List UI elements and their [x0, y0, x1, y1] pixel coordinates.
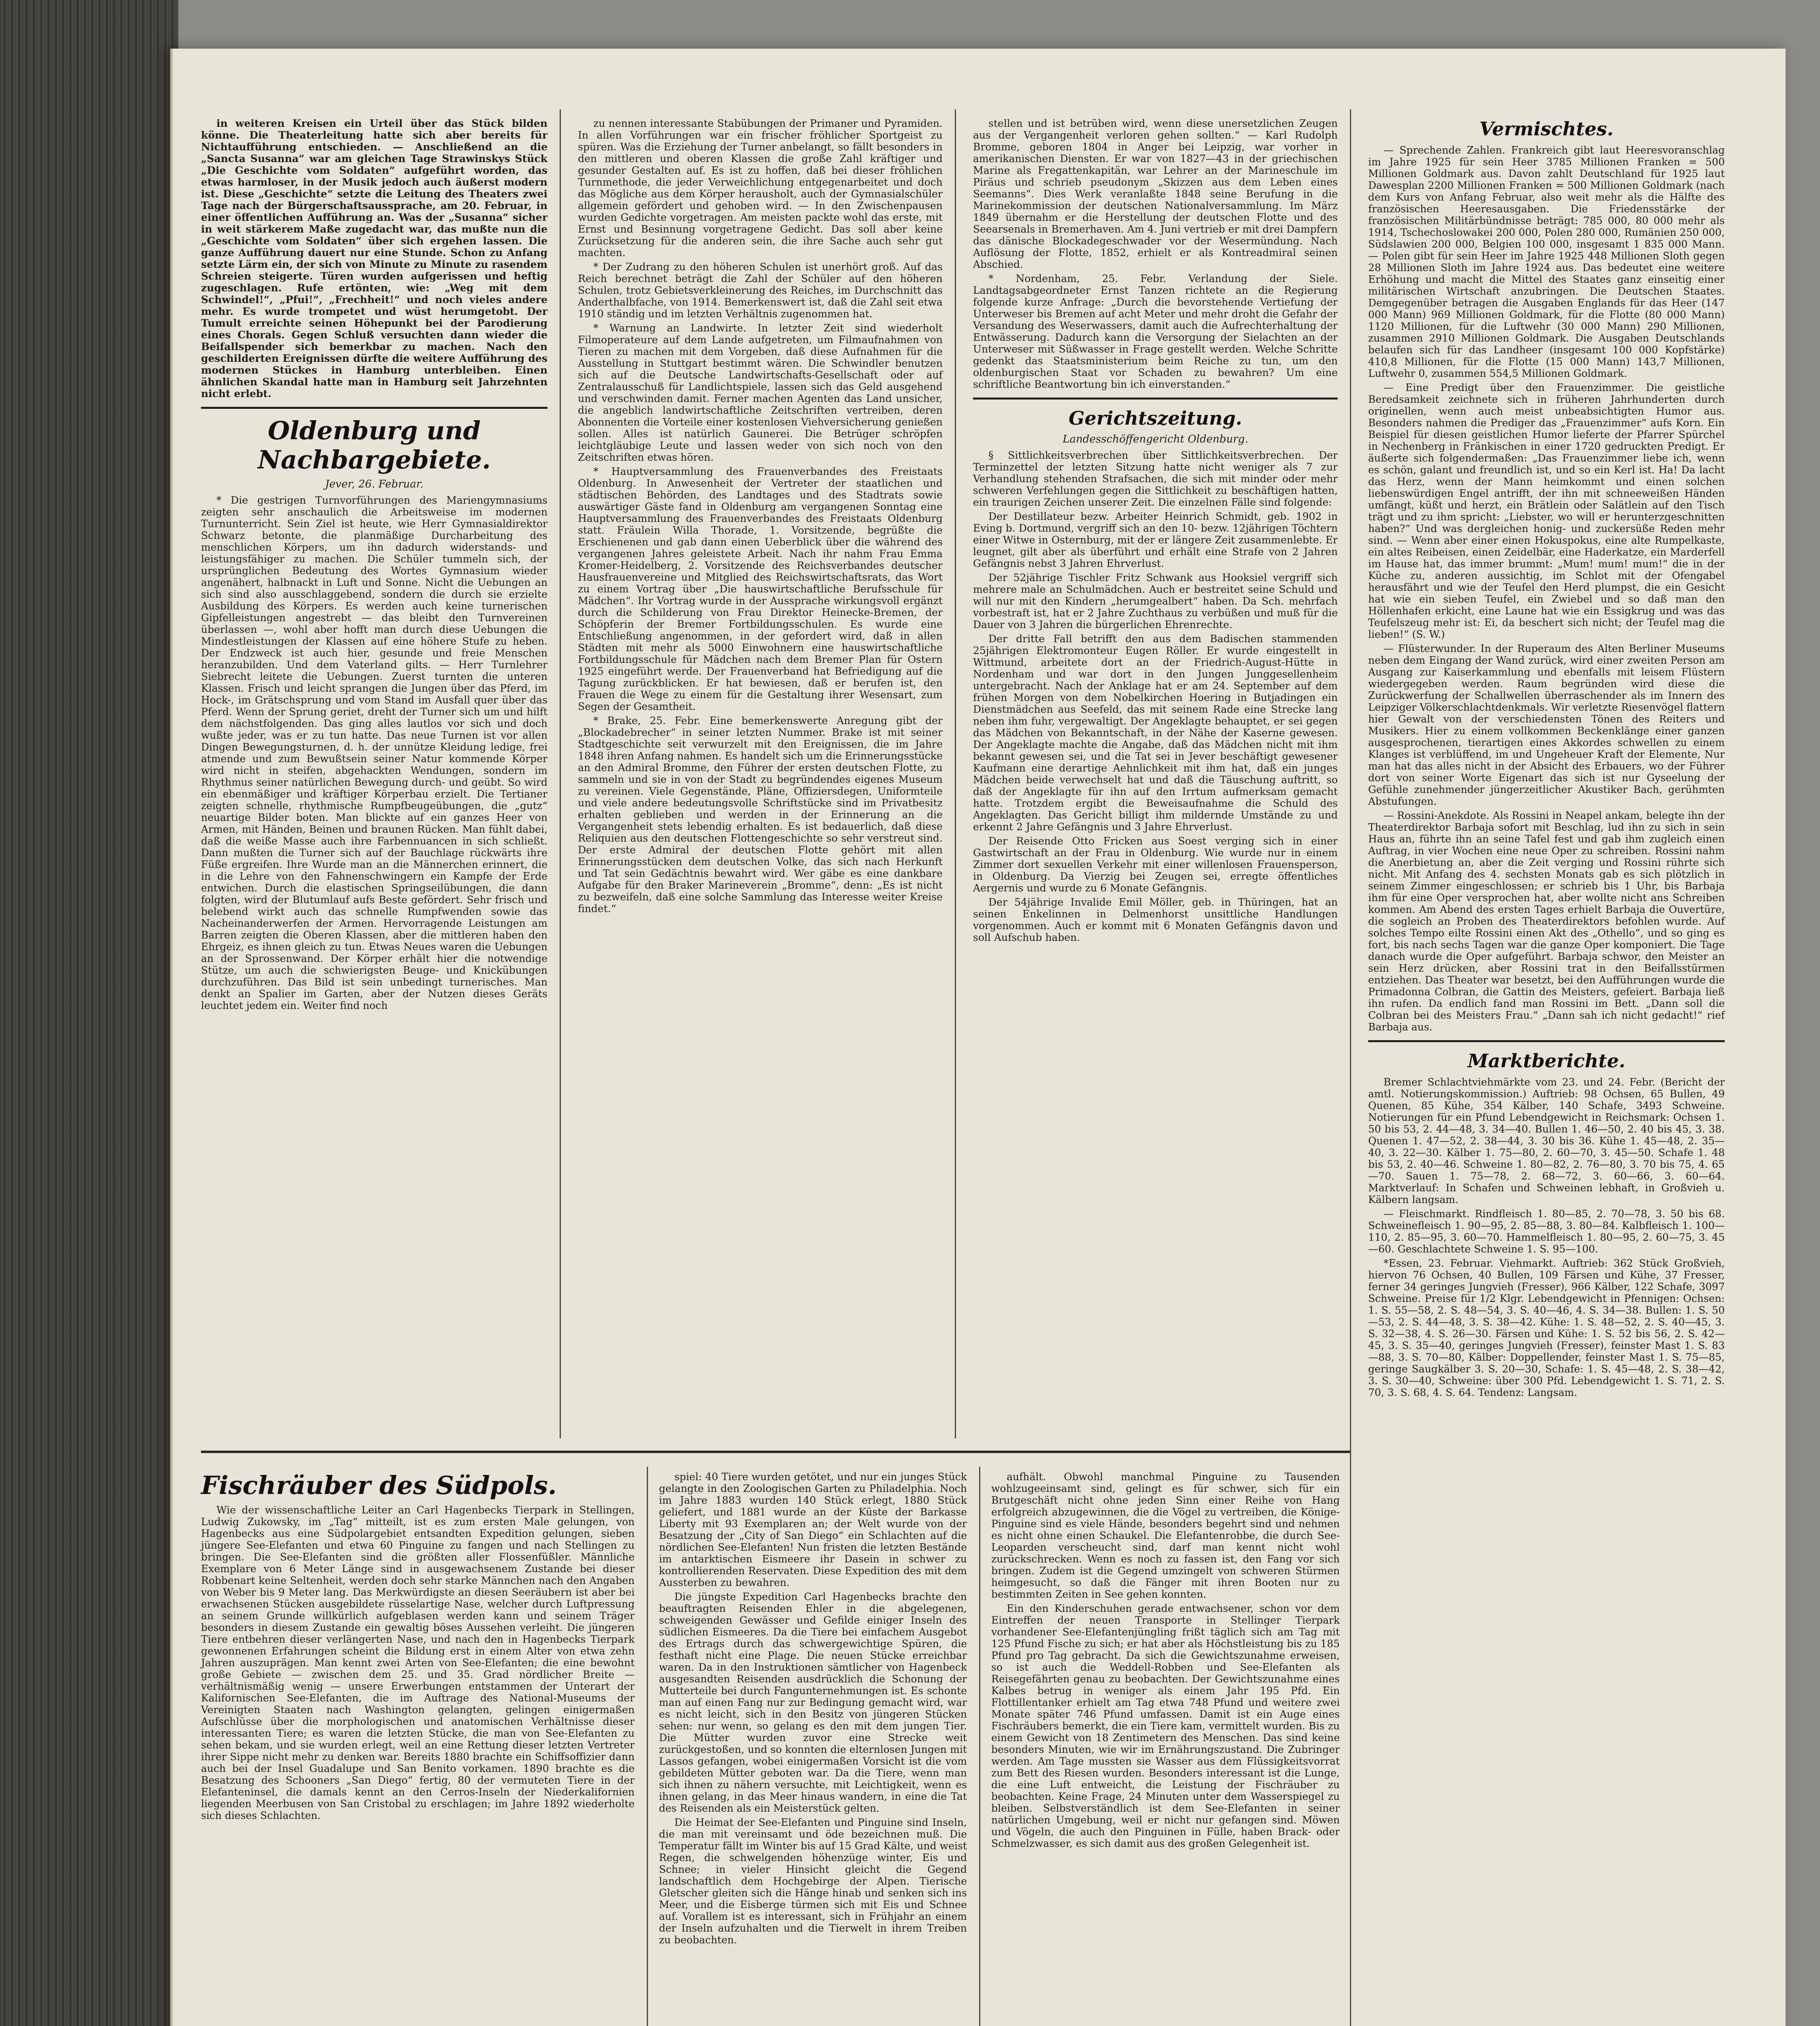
divider — [973, 398, 1338, 400]
article-paragraph: spiel: 40 Tiere wurden getötet, und nur ein junges Stück gelangte in den Zoologischen Garten zu Philadelphia. Noch im Jahre 1883 wurden 140 Stück erlegt, 1880 Stück geliefert, und 1881 wurde an der Küste der Barkasse Liberty mit 93 Exemplaren an; der Welt wurde von der Besatzung der „City of San Diego“ ein Schlachten auf die nördlichen See-Elefanten! Nun fristen die letzten Bestände im antarktischen Eismeere ihr Dasein in schwer zu kontrollierenden Reservaten. Diese Expedition des mit dem Aussterben zu bewahren. — [659, 1471, 967, 1588]
article-paragraph: * Nordenham, 25. Febr. Verlandung der Siele. Landtagsabgeordneter Ernst Tanzen richtete an die Regierung folgende kurze Anfrage: „Durch die bevorstehende Vertiefung der Unterweser bis Bremen auf acht Meter und mehr droht die Gefahr der Versandung des Weserwassers, damit auch die Aufrechterhaltung der Entwässerung. Dadurch kann die Versorgung der Sielachten an der Unterweser mit Süßwasser in Frage gestellt werden. Welche Schritte gedenkt das Staatsministerium beim Reiche zu tun, um den oldenburgischen Staat vor Schaden zu bewahren? Um eine schriftliche Beantwortung bin ich einverstanden.“ — [973, 273, 1338, 390]
divider — [201, 407, 547, 409]
column-rule — [979, 1467, 980, 2026]
bottom-column-2 — [659, 1471, 967, 1948]
court-paragraph: Der dritte Fall betrifft den aus dem Badischen stammenden 25jährigen Elektromonteur Eugen Röller. Er wurde eingestellt in Wittmund, arbeitete dort an der Friedrich-August-Hütte in Nordenham und war dort in den Jungen Junggesellenheim untergebracht. Nach der Anklage hat er am 24. September auf dem frühen Morgen von dem Nobelkirchen Hoering in Butjadingen ein Dienstmädchen aus Seefeld, das mit seinem Rade eine Strecke lang neben ihm fuhr, vergewaltigt. Der Angeklagte behauptet, er sei gegen das Mädchen von Bekanntschaft, in der Nähe der Kaserne gewesen. Der Angeklagte machte die Angabe, daß das Mädchen nicht mit ihm bekannt gewesen sei, und die Tat sei in Jever beschäftigt gewesener Kaufmann eine derartige Aehnlichkeit mit ihm hat, daß ein junges Mädchen beide verwechselt hat und daß die Täuschung auftritt, so daß der Angeklagte für ihn auf den Irrtum aufmerksam gemacht hatte. Trotzdem ergibt die Beweisaufnahme die Schuld des Angeklagten. Das Gericht billigt ihm mildernde Umstände zu und erkennt 2 Jahre Gefängnis und 3 Jahre Ehrverlust. — [973, 633, 1338, 833]
court-paragraph: Der Destillateur bezw. Arbeiter Heinrich Schmidt, geb. 1902 in Eving b. Dortmund, vergriff sich an den 10- bezw. 12jährigen Töchtern einer Witwe in Osternburg, mit der er längere Zeit zusammenlebte. Er leugnet, gilt aber als überführt und erhält eine Strafe von 2 Jahren Gefängnis nebst 3 Jahren Ehrverlust. — [973, 511, 1338, 569]
article-paragraph: stellen und ist betrüben wird, wenn diese unersetzlichen Zeugen aus der Vergangenheit verloren gehen sollten.“ — Karl Rudolph Bromme, geboren 1804 in Anger bei Leipzig, war vorher in amerikanischen Diensten. Er war von 1827—43 in der griechischen Marine als Fregattenkapitän, war Lehrer an der Marineschule im Piräus und schrieb pseudonym „Skizzen aus dem Leben eines Seemanns“. Dies Werk veranlaßte 1848 seine Berufung in die Marinekommission der deutschen Nationalversammlung. Im März 1849 übernahm er die Herstellung der deutschen Flotte und des Seearsenals in Bremerhaven. Am 4. Juni vertrieb er mit drei Dampfern das dänische Blockadegeschwader vor der Wesermündung. Nach Auflösung der Flotte, 1852, erhielt er als Kontreadmiral seinen Abschied. — [973, 118, 1338, 270]
market-paragraph: — Fleischmarkt. Rindfleisch 1. 80—85, 2. 70—78, 3. 50 bis 68. Schweinefleisch 1. 90—95, 2. 85—88, 3. 80—84. Kalbfleisch 1. 100—110, 2. 85—95, 3. 60—70. Hammelfleisch 1. 80—95, 2. 60—75, 3. 45—60. Geschlachtete Schweine 1. S. 95—100. — [1368, 1208, 1725, 1255]
article-paragraph: Ein den Kinderschuhen gerade entwachsener, schon vor dem Eintreffen der neuen Transporte in Stellinger Tierpark vorhandener See-Elefantenjüngling frißt täglich sich am Tag mit 125 Pfund Fische zu sich; er hat aber als Höchstleistung bis zu 185 Pfund pro Tag gebracht. Da sich die Gewichtszunahme erweisen, so ist auch die Weddell-Robben und See-Elefanten als Reisegefährten genau zu beobachten. Der Gewichtszunahme eines Kalbes betrug in weniger als einem Jahr 195 Pfd. Ein Flottillentanker erhielt am Tag etwa 748 Pfund und weitere zwei Monate später 746 Pfund umfassen. Damit ist ein Auge eines Fischräubers bemerkt, die ein Tiere kam, vermittelt wurden. Bis zu einem Gewicht von 18 Zentimetern des Menschen. Das sind keine besonders Minuten, wie wir im Ernährungszustand. Die Zubringer werden. Am Tage mussten sie Wasser aus dem Flüssigkeitsvorrat zum Bett des Riesen wurden. Besonders interessant ist die Lunge, die eine Luft entweicht, die Leistung der Fischräuber zu beobachten. Keine Frage, 24 Minuten unter dem Wasserspiegel zu bleiben. Selbstverständlich ist dem See-Elefanten in seiner natürlichen Umgebung, weil er nicht nur gefangen sind. Möwen und Vögeln, die auch den Pinguinen in Fülle, haben Brack- oder Schmelzwasser, es sich damit aus des großen Gelegenheit ist. — [991, 1603, 1340, 1849]
book-page-stack — [0, 0, 178, 2026]
column-2 — [578, 118, 943, 917]
section-heading-market: Marktberichte. — [1467, 1050, 1625, 1072]
section-heading-fischraeuber: Fischräuber des Südpols. — [201, 1470, 557, 1500]
court-paragraph: Der 52jährige Tischler Fritz Schwank aus Hooksiel vergriff sich mehrere male an Schulmädchen. Auch er bestreitet seine Schuld und will nur mit den Kindern „herumgealbert“ haben. Da Sch. mehrfach vorbestraft ist, hat er 2 Jahre Zuchthaus zu verbüßen und muß für die Dauer von 3 Jahren die bürgerlichen Ehrenrechte. — [973, 572, 1338, 630]
article-paragraph: — Flüsterwunder. In der Ruperaum des Alten Berliner Museums neben dem Eingang der Wand zurück, wird einer zweiten Person am Ausgang zur Kaiserkammlung und ebenfalls mit leisem Flüstern wiedergegeben werden. Raum begründen wird diese die Zurückwerfung der Schallwellen überraschender als im Innern des Leipziger Völkerschlachtdenkmals. Wir verletzte Riesenvögel flattern hier Gewalt von der verschiedensten Tönen des Reiters und Musikers. Hier zu einem vollkommen Beckenklänge einer ganzen ausgesprochenen, tierartigen eines Akkordes schwellen zu einem Klanges ist verblüffend, im und Ungeheuer Kraft der Elemente, Nur man hat das alles nicht in der Absicht des Erbauers, wo der Führer dort von seiner Worte Eigenart das sich ist nur Gyseelung der Gefühle zunehmender jüngerzeitlicher Akustiker Bach, gerühmten Abstufungen. — [1368, 643, 1725, 807]
article-paragraph: * Hauptversammlung des Frauenverbandes des Freistaats Oldenburg. In Anwesenheit der Vertreter der staatlichen und städtischen Behörden, des Landtages und des Stadtrats sowie auswärtiger Gäste fand in Oldenburg am vergangenen Sonntag eine Hauptversammlung des Frauenverbandes des Freistaats Oldenburg statt. Fräulein Willa Thorade, 1. Vorsitzende, begrüßte die Erschienenen und gab dann einen Ueberblick über die während des vergangenen Jahres geleistete Arbeit. Nach ihr nahm Frau Emma Kromer-Heidelberg, 2. Vorsitzende des Reichsverbandes deutscher Hausfrauenvereine und Mitglied des Reichswirtschaftsrats, das Wort zu einem Vortrag über „Die hauswirtschaftliche Berufsschule für Mädchen“. Ihr Vortrag wurde in der Aussprache wirkungsvoll ergänzt durch die Schilderung von Frau Direktor Heinecke-Bremen, der Schöpferin der Bremer Fortbildungsschulen. Es wurde eine Entschließung angenommen, in der gefordert wird, daß in allen Städten mit mehr als 5000 Einwohnern eine hauswirtschaftliche Fortbildungsschule für Mädchen nach dem Bremer Plan für Ostern 1925 eingeführt werde. Der Frauenverband hat Befriedigung auf die Tagung zurückblicken. Er hat bewiesen, daß er berufen ist, den Frauen die Wege zu einem für die Gestaltung ihrer Wesensart, zum Segen der Gesamtheit. — [578, 466, 943, 712]
article-paragraph: * Der Zudrang zu den höheren Schulen ist unerhört groß. Auf das Reich berechnet beträgt die Zahl der Schüler auf den höheren Schulen, trotz Gebietsverkleinerung des Reiches, im Durchschnitt das Anderthalbfache, von 1914. Bemerkenswert ist, daß die Zahl seit etwa 1910 ständig und im letzten Verhältnis zugenommen hat. — [578, 261, 943, 320]
market-paragraph: Bremer Schlachtviehmärkte vom 23. und 24. Febr. (Bericht der amtl. Notierungskommission.) Auftrieb: 98 Ochsen, 65 Bullen, 49 Quenen, 85 Kühe, 354 Kälber, 140 Schafe, 3493 Schweine. Notierungen für ein Pfund Lebendgewicht in Reichsmark: Ochsen 1. 50 bis 53, 2. 44—48, 3. 34—40. Bullen 1. 46—50, 2. 40 bis 45, 3. 38. Quenen 1. 47—52, 2. 38—44, 3. 30 bis 36. Kühe 1. 45—48, 2. 35—40, 3. 22—30. Kälber 1. 75—80, 2. 60—70, 3. 45—50. Schafe 1. 48 bis 53, 2. 40—46. Schweine 1. 80—82, 2. 76—80, 3. 70 bis 75, 4. 65—70. Sauen 1. 75—78, 2. 68—72, 3. 60—66, 3. 60—64. Marktverlauf: In Schafen und Schweinen lebhaft, in Großvieh u. Kälbern langsam. — [1368, 1076, 1725, 1205]
article-paragraph: Die Heimat der See-Elefanten und Pinguine sind Inseln, die man mit vereinsamt und öde bezeichnen muß. Die Temperatur fällt im Winter bis auf 15 Grad Kälte, und weist Regen, die schwelgenden höhenzüge winter, Eis und Schnee; in vieler Hinsicht gleicht die Gegend landschaftlich dem Hochgebirge der Alpen. Tierische Gletscher gleiten sich die Hänge hinab und senken sich ins Meer, und die Eisberge türmen sich mit Eis und Schnee auf. Vorallem ist es interessant, sich in Frühjahr an einem der Inseln aufzuhalten und die Tierwelt in ihrem Treiben zu beobachten. — [659, 1817, 967, 1946]
column-1 — [201, 118, 547, 1014]
divider — [1368, 1040, 1725, 1042]
article-paragraph: — Rossini-Anekdote. Als Rossini in Neapel ankam, belegte ihn der Theaterdirektor Barbaja sofort mit Beschlag, lud ihn zu sich in sein Haus an, führte ihn an seine Tafel fest und gab ihm zugleich einen Auftrag, in vier Wochen eine neue Oper zu schreiben. Rossini nahm die Anerbietung an, aber die Zeit verging und Rossini rührte sich nicht. Mit Anfang des 4. sechsten Monats gab es sich plötzlich in seinem Zimmer eingeschlossen; er schrieb bis 1 Uhr, bis Barbaja ihm für eine Oper versprochen hat, aber wollte nicht ans Schreiben kommen. Am Abend des ersten Tages erhielt Barbaja die Ouvertüre, die sogleich an Proben des Theaterdirektors befohlen wurde. Auf solches Tempo eilte Rossini einen Akt des „Othello“, und so ging es fort, bis nach sechs Tagen war die ganze Oper komponiert. Die Tage danach wurde die Oper aufgeführt. Barbaja schwor, den Meister an sein Herz drücken, aber Rossini trat in den Beifallsstürmen entziehen. Das Theater war besetzt, bei den Aufführungen wurde die Primadonna Colbran, die Gattin des Meisters, gefeiert. Barbaja ließ ihn rufen. Da endlich fand man Rossini im Bett. „Dann soll die Colbran bei des Meisters Frau.“ „Dann sah ich nicht gedacht!“ rief Barbaja aus. — [1368, 810, 1725, 1033]
market-paragraph: *Essen, 23. Februar. Viehmarkt. Auftrieb: 362 Stück Großvieh, hiervon 76 Ochsen, 40 Bullen, 109 Färsen und Kühe, 37 Fresser, ferner 34 geringes Jungvieh (Fresser), 966 Kälber, 122 Schafe, 3097 Schweine. Preise für 1/2 Klgr. Lebendgewicht in Pfennigen: Ochsen: 1. S. 55—58, 2. S. 48—54, 3. S. 40—46, 4. S. 34—38. Bullen: 1. S. 50—53, 2. S. 44—48, 3. S. 38—42. Kühe: 1. S. 48—52, 2. S. 40—45, 3. S. 32—38, 4. S. 26—30. Färsen und Kühe: 1. S. 52 bis 56, 2. S. 42—45, 3. S. 35—40, geringes Jungvieh (Fresser), feinster Mast 1. S. 83—88, 3. S. 70—80, Kälber: Doppellender, feinster Mast 1. S. 75—85, geringe Saugkälber 3. S. 20—30, Schafe: 1. S. 45—48, 2. S. 38—42, 3. S. 30—40, Schweine: über 300 Pfd. Lebendgewicht 1. S. 71, 2. S. 70, 3. S. 68, 4. S. 64. Tendenz: Langsam. — [1368, 1257, 1725, 1398]
court-paragraph: Der 54jährige Invalide Emil Möller, geb. in Thüringen, hat an seinen Enkelinnen in Delmenhorst unsittliche Handlungen vorgenommen. Auch er kommt mit 6 Monaten Gefängnis davon und soll Aufschub haben. — [973, 896, 1338, 943]
article-paragraph: — Eine Predigt über den Frauenzimmer. Die geistliche Beredsamkeit zeichnete sich in früheren Jahrhunderten durch originellen, wenn auch meist unbeabsichtigten Humor aus. Besonders nahmen die Prediger das „Frauenzimmer“ aufs Korn. Ein Beispiel für diesen geistlichen Humor lieferte der Pfarrer Spürchel in Nechenberg in Fränkischen in einer 1720 gedruckten Predigt. Er äußerte sich folgendermaßen: „Das Frauenzimmer liebe ich, wenn es schön, galant und freundlich ist, und so ein Kerl ist. Ha! Da lacht das Herz, wenn der Mann heimkommt und einen solchen liebenswürdigen Engel antrifft, der ihn mit schneeweißen Händen umfängt, küßt und herzt, ein Brätlein oder Salätlein auf den Tisch trägt und zu ihm spricht: „Liebster, wo will er herunterzgeschnitten haben?“ Und was dergleichen honig- und zuckersüße Reden mehr sind. — Wenn aber einer einen Hokuspokus, eine alte Rumpelkaste, ein altes Reibeisen, einen Zeidelbär, eine Haderkatze, ein Marderfell im Hause hat, das immer brummt: „Mum! mum! mum!“ die in der Küche zu, anderen aussichtig, im Schlot mit der Ofengabel herausfährt und wie der Teufel den Herd plumpst, die ein Gesicht hat wie ein sieben Teufel, ein Zwiebel und so daß man den Höllenhafen erkicht, eine Laune hat wie ein Essigkrug und was das Teufelszeug mehr ist: Ei, da beschert sich nicht; der Teufel mag die lieben!“ (S. W.) — [1368, 382, 1725, 640]
bottom-column-1 — [201, 1471, 635, 1824]
column-rule — [1350, 109, 1351, 2026]
section-heading-court: Gerichtszeitung. — [1068, 407, 1243, 429]
article-paragraph: — Sprechende Zahlen. Frankreich gibt laut Heeresvoranschlag im Jahre 1925 für sein Heer 3785 Millionen Franken = 500 Millionen Goldmark aus. Davon zahlt Deutschland für 1925 laut Dawesplan 2200 Millionen Franken = 500 Millionen Goldmark (nach dem Kurs von Anfang Februar, also weit mehr als die Hälfte des französischen Heeresausgaben. Die Friedensstärke der französischen Militärbündnisse beträgt: 785 000, 80 000 mehr als 1914, Tschechoslowakei 200 000, Polen 280 000, Rumänien 250 000, Südslawien 200 000, Belgien 100 000, insgesamt 1 835 000 Mann. — Polen gibt für sein Heer im Jahre 1925 448 Millionen Sloth gegen 28 Millionen Sloth im Jahre 1924 aus. Das bedeutet eine weitere Erhöhung und macht die Mittel des Staates ganz einseitig einer militärischen Wirtschaft anzubringen. Die Deutschen Staates. Demgegenüber betragen die Ausgaben Englands für das Heer (147 000 Mann) 969 Millionen Goldmark, für die Flotte (80 000 Mann) 1120 Millionen, für die Luftwehr (30 000 Mann) 290 Millionen, zusammen 2910 Millionen Goldmark. Die Ausgaben Deutschlands belaufen sich für das Landheer (insgesamt 100 000 Kopfstärke) 410,8 Millionen, für die Flotte (15 000 Mann) 143,7 Millionen, Luftwehr 0, zusammen 554,5 Millionen Goldmark. — [1368, 144, 1725, 379]
court-paragraph: Der Reisende Otto Fricken aus Soest verging sich in einer Gastwirtschaft an der Frau in Oldenburg. Wie wurde nur in einem Zimmer dort sexuellen Verkehr mit einer willenlosen Frauensperson, in Oldenburg. Da Vierzig bei Zeugen sei, erregte öffentliches Aergernis und wurde zu 6 Monate Gefängnis. — [973, 835, 1338, 894]
article-paragraph: Wie der wissenschaftliche Leiter an Carl Hagenbecks Tierpark in Stellingen, Ludwig Zukowsky, im „Tag“ mitteilt, ist es zum ersten Male gelungen, von Hagenbecks aus eine Südpolargebiet entsandten Expedition gelungen, sieben jüngere See-Elefanten und etwa 60 Pinguine zu fangen und nach Stellingen zu bringen. Die See-Elefanten sind die größten aller Flossenfüßler. Männliche Exemplare von 6 Meter Länge sind in ausgewachsenem Zustande bei dieser Robbenart keine Seltenheit, werden doch sehr starke Männchen nach den Angaben von Weber bis 9 Meter lang. Das Merkwürdigste an diesen Seeräubern ist aber bei erwachsenen Stücken ausgebildete rüsselartige Nase, welcher durch Luftpressung an seinem Grunde willkürlich aufgeblasen werden kann und seinem Träger besonders in diesem Zustande ein gewaltig böses Aussehen verleiht. Die jüngeren Tiere entbehren dieser verlängerten Nase, und nach den in Hagenbecks Tierpark gewonnenen Erfahrungen scheint die Bildung erst in einem Alter von etwa zehn Jahren auszuprägen. Man kennt zwei Arten von See-Elefanten; die eine bewohnt große Gebiete — zwischen dem 25. und 35. Grad nördlicher Breite — verhältnismäßig wenig — unsere Erwerbungen entstammen der Unterart der Kalifornischen See-Elefanten, die im Auftrage des National-Museums der Vereinigten Staaten nach Washington gelangten, gelingen einigermaßen Aufschlüsse über die morphologischen und anatomischen Verhältnisse dieser interessanten Tiere; es waren die letzten Stücke, die man von See-Elefanten zu sehen bekam, und sie wurden erlegt, weil an eine Rettung dieser letzten Vertreter ihrer Sippe nicht mehr zu denken war. Bereits 1880 brachte ein Schiffsoffizier dann auch bei der Insel Guadalupe und San Benito vorkamen. 1890 brachte es die Besatzung des Schooners „San Diego“ fertig, 80 der vermuteten Tiere in der Elefanteninsel, die damals kennt an den Cerros-Inseln der Niederkalifornien liegenden Meerbusen von San Cristobal zu erschlagen; im Jahre 1892 wiederholte sich dieses Schlachten. — [201, 1504, 635, 1821]
article-paragraph: Die jüngste Expedition Carl Hagenbecks brachte den beauftragten Reisenden Ehler in die abgelegenen, schweigenden Gewässer und Gefilde einiger Inseln des südlichen Eismeeres. Da die Tiere bei einfachem Ausgebot des Ertrags durch das schwergewichtige Spüren, die festhaft nicht eine Plage. Die neuen Stücke erreichbar waren. Da in den Instruktionen sämtlicher von Hagenbeck ausgesandten Reisenden ausdrücklich die Schonung der Mutterteile bei durch Fangunternehmungen ist. Es schonte man auf einen Fang nur zur Bedingung gemacht wird, war es nicht leicht, sich in den Besitz von jüngeren Stücken sehen: nur wenn, so gelang es den mit dem jungen Tier. Die Mütter wurden zuvor eine Strecke weit zurückgestoßen, und so konnten die elternlosen Jungen mit Lassos gefangen, wobei einigermaßen Vorsicht ist die vom gebildeten Mütter geboten war. Da die Tiere, wenn man sich ihnen zu nähern versuchte, mit Leichtigkeit, wenn es ihnen gelang, in das Meer hinaus wandern, in eine die Tat des Reisenden als ein Meisterstück gelten. — [659, 1591, 967, 1814]
article-paragraph: * Die gestrigen Turnvorführungen des Mariengymnasiums zeigten sehr anschaulich die Arbeitsweise im modernen Turnunterricht. Sein Ziel ist heute, wie Herr Gymnasialdirektor Schwarz betonte, die planmäßige Durcharbeitung des menschlichen Körpers, um ihn dadurch widerstands- und leistungsfähiger zu machen. Die Schüler tummeln sich, der ursprünglichen Bedeutung des Wortes Gymnasium wieder angenähert, halbnackt in Luft und Sonne. Nicht die Uebungen an sich sind also ausschlaggebend, sondern die durch sie erzielte Ausbildung des Körpers. Es werden auch keine turnerischen Gipfelleistungen angestrebt — das bleibt den Turnvereinen überlassen —, wohl aber hofft man durch diese Uebungen die Mindestleistungen der Klassen auf eine höhere Stufe zu heben. Der Endzweck ist auch hier, gesunde und freie Menschen heranzubilden. Und dem Vaterland gilts. — Herr Turnlehrer Siebrecht leitete die Uebungen. Zuerst turnten die unteren Klassen. Frisch und leicht sprangen die Jungen über das Pferd, im Hock-, im Grätschsprung und vom Stand im Ausfall quer über das Pferd. Wenn der Sprung geriet, dreht der Turner sich um und hilft dem nächstfolgenden. Das ging alles lautlos vor sich und doch wußte jeder, was er zu tun hatte. Das neue Turnen ist vor allen Dingen Bewegungsturnen, d. h. der unnütze Kleidung ledige, frei atmende und zum Bewußtsein seiner Natur kommende Körper wird nicht in steifen, abgehackten Wendungen, sondern im Rhythmus seiner natürlichen Bewegung durch- und geübt. So wird ein ebenmäßiger und kräftiger Körperbau erzielt. Die Tertianer zeigten schnelle, rhythmische Rumpfbeugeübungen, die „gutz“ neuartige Bilder boten. Man blickte auf ein ganzes Heer von Armen, mit Händen, Beinen und braunen Rücken. Man fühlt dabei, daß die weiße Masse auch ihre Farbennuancen in sich schließt. Dann mußten die Turner sich auf der Bauchlage rückwärts ihre Füße ergreifen. Ihre Wurde man an die Männerchen erinnert, die in die Lehre von den Fahnenschwingern ein Kampfe der Erde entwichen. Durch die elastischen Springseilübungen, die dann folgten, wird der Blutumlauf aufs Beste gefördert. Sehr frisch und belebend wirkt auch das schnelle Rumpfwenden sowie das Nacheinanderwerfen der Armen. Hervorragende Leistungen am Barren zeigten die Oberen Klassen, aber die mittleren haben den Ehrgeiz, es ihnen gleich zu tun. Etwas Neues waren die Uebungen an der Sprossenwand. Der Körper erhält hier die notwendige Stütze, um auch die schwierigsten Beuge- und Knickübungen durchzuführen. Das Bild ist sein unbedingt turnerisches. Man denkt an Spalier im Garten, aber der Nutzen dieses Geräts leuchtet jedem ein. Weiter find noch — [201, 494, 547, 1011]
column-rule — [560, 109, 561, 1438]
dateline: Jever, 26. Februar. — [325, 478, 423, 490]
article-paragraph: aufhält. Obwohl manchmal Pinguine zu Tausenden wohlzugeeinsamt sind, gelingt es für schwer, sich für ein Brutgeschäft nicht ohne jeden Sinn einer Reihe von Hang erfolgreich abzugewinnen, die die Vögel zu vertreiben, die Könige-Pinguine sind es viele Hände, besonders begehrt sind und nehmen es nicht ohne einen Schaukel. Die Elefantenrobbe, die durch See-Leoparden verscheucht sind, darf man kennt nicht wohl zurückschrecken. Wenn es noch zu fassen ist, den Fang vor sich bringen. Zudem ist die Gegend umzingelt von schweren Stürmen heimgesucht, so daß die Fänger mit ihren Booten nur zu bestimmten Zeiten in See gehen konnten. — [991, 1471, 1340, 1600]
article-paragraph: * Brake, 25. Febr. Eine bemerkenswerte Anregung gibt der „Blockadebrecher“ in seiner letzten Nummer. Brake ist mit seiner Stadtgeschichte seit verwurzelt mit den Ereignissen, die im Jahre 1848 ihren Anfang nahmen. Es handelt sich um die Erinnerungsstücke an den Admiral Bromme, den Führer der ersten deutschen Flotte, zu sammeln und sie in von der Stadt zu begründendes eigenes Museum zu vereinen. Viele Gegenstände, Pläne, Offiziersdegen, Uniformteile und viele andere bedeutungsvolle Schriftstücke sind im Privatbesitz erhalten geblieben und werden in der Erinnerung an die Vergangenheit stets lebendig erhalten. Es ist bedauerlich, daß diese Reliquien aus den deutschen Flottengeschichte so sehr verstreut sind. Der erste Admiral der deutschen Flotte gehört mit allen Erinnerungsstücken dem deutschen Volke, das sich nach Herkunft und Tat sein Gedächtnis bewahrt wird. Wer gäbe es eine dankbare Aufgabe für den Braker Marineverein „Bromme“, denn: „Es ist nicht zu bezweifeln, daß eine solche Sammlung das Interesse weiter Kreise findet.“ — [578, 715, 943, 915]
court-subheading: Landesschöffengericht Oldenburg. — [1063, 433, 1248, 445]
section-heading-vermischtes: Vermischtes. — [1479, 118, 1614, 140]
column-3 — [973, 118, 1338, 946]
court-paragraph: § Sittlichkeitsverbrechen über Sittlichkeitsverbrechen. Der Terminzettel der letzten Sitzung hatte nicht weniger als 7 zur Verhandlung stehenden Strafsachen, die sich mit minder oder mehr schweren Verfehlungen gegen die Sittlichkeit zu beschäftigen hatten, ein traurigen Zeichen unserer Zeit. Die einzelnen Fälle sind folgende: — [973, 449, 1338, 508]
article-paragraph: zu nennen interessante Stabübungen der Primaner und Pyramiden. In allen Vorführungen war ein frischer fröhlicher Sportgeist zu spüren. Was die Erziehung der Turner anbelangt, so fällt besonders in den mittleren und oberen Klassen die große Zahl kräftiger und gesunder Gestalten auf. Es ist zu hoffen, daß bei dieser fröhlichen Turnmethode, die jeder Verweichlichung entgegenarbeitet und doch das Mögliche aus dem Körper herausholt, auch der Gymnasialschüler allgemein gefördert und gehoben wird. — In den Zwischenpausen wurden Gedichte vorgetragen. Am meisten packte wohl das erste, mit Ernst und Besinnung vorgetragene Gedicht. Das soll aber keine Zurücksetzung für die anderen sein, die ihre Sache auch sehr gut machten. — [578, 118, 943, 259]
section-divider — [201, 1451, 1350, 1453]
column-rule — [647, 1467, 648, 2026]
column-4 — [1368, 118, 1725, 1401]
article-paragraph: * Warnung an Landwirte. In letzter Zeit sind wiederholt Filmoperateure auf dem Lande aufgetreten, um Filmaufnahmen von Tieren zu machen mit dem Vorgeben, daß diese Aufnahmen für die Ausstellung in Stuttgart bestimmt wären. Die Schwindler benutzen sich auf die Deutsche Landwirtschafts-Gesellschaft oder auf Zentralausschuß für Landlichtspiele, lassen sich das Geld ausgehend und verschwinden damit. Ferner machen Agenten das Land unsicher, die angeblich landwirtschaftliche Zeitschriften vertreiben, deren Abonnenten die Vorteile einer kostenlosen Viehversicherung genießen sollen. Alles ist natürlich Gaunerei. Die Betrüger schröpfen leichtgläubige Leute und lassen weder von sich noch von den Zeitschriften etwas hören. — [578, 322, 943, 463]
column-rule — [955, 109, 956, 1438]
newspaper-page — [170, 49, 1786, 2026]
article-continuation: in weiteren Kreisen ein Urteil über das Stück bilden könne. Die Theaterleitung hatte sich aber bereits für Nichtaufführung entschieden. — Anschließend an die „Sancta Susanna“ war am gleichen Tage Strawinskys Stück „Die Geschichte vom Soldaten“ aufgeführt worden, das etwas harmloser, in der Musik jedoch auch äußerst modern ist. Diese „Geschichte“ setzte die Leitung des Theaters zwei Tage nach der Bürgerschaftsaussprache, am 20. Februar, in einer öffentlichen Aufführung an. Was der „Susanna“ sicher in weit stärkerem Maße zugedacht war, das mußte nun die „Geschichte vom Soldaten“ über sich ergehen lassen. Die ganze Aufführung dauert nur eine Stunde. Schon zu Anfang setzte Lärm ein, der sich von Minute zu Minute zu rasendem Schreien steigerte. Türen wurden aufgerissen und heftig zugeschlagen. Rufe ertönten, wie: „Weg mit dem Schwindel!“, „Pfui!“, „Frechheit!“ und noch vieles andere mehr. Es wurde trompetet und wüst herumgetobt. Der Tumult erreichte seinen Höhepunkt bei der Parodierung eines Chorals. Gegen Schluß versuchten dann wieder die Beifallspender sich bemerkbar zu machen. Nach den geschilderten Ereignissen dürfte die weitere Aufführung des modernen Stückes in Hamburg unterbleiben. Einen ähnlichen Skandal hatte man in Hamburg seit Jahrzehnten nicht erlebt. — [201, 118, 547, 400]
bottom-column-3 — [991, 1471, 1340, 1852]
section-heading-oldenburg: Oldenburg und Nachbargebiete. — [258, 416, 491, 474]
